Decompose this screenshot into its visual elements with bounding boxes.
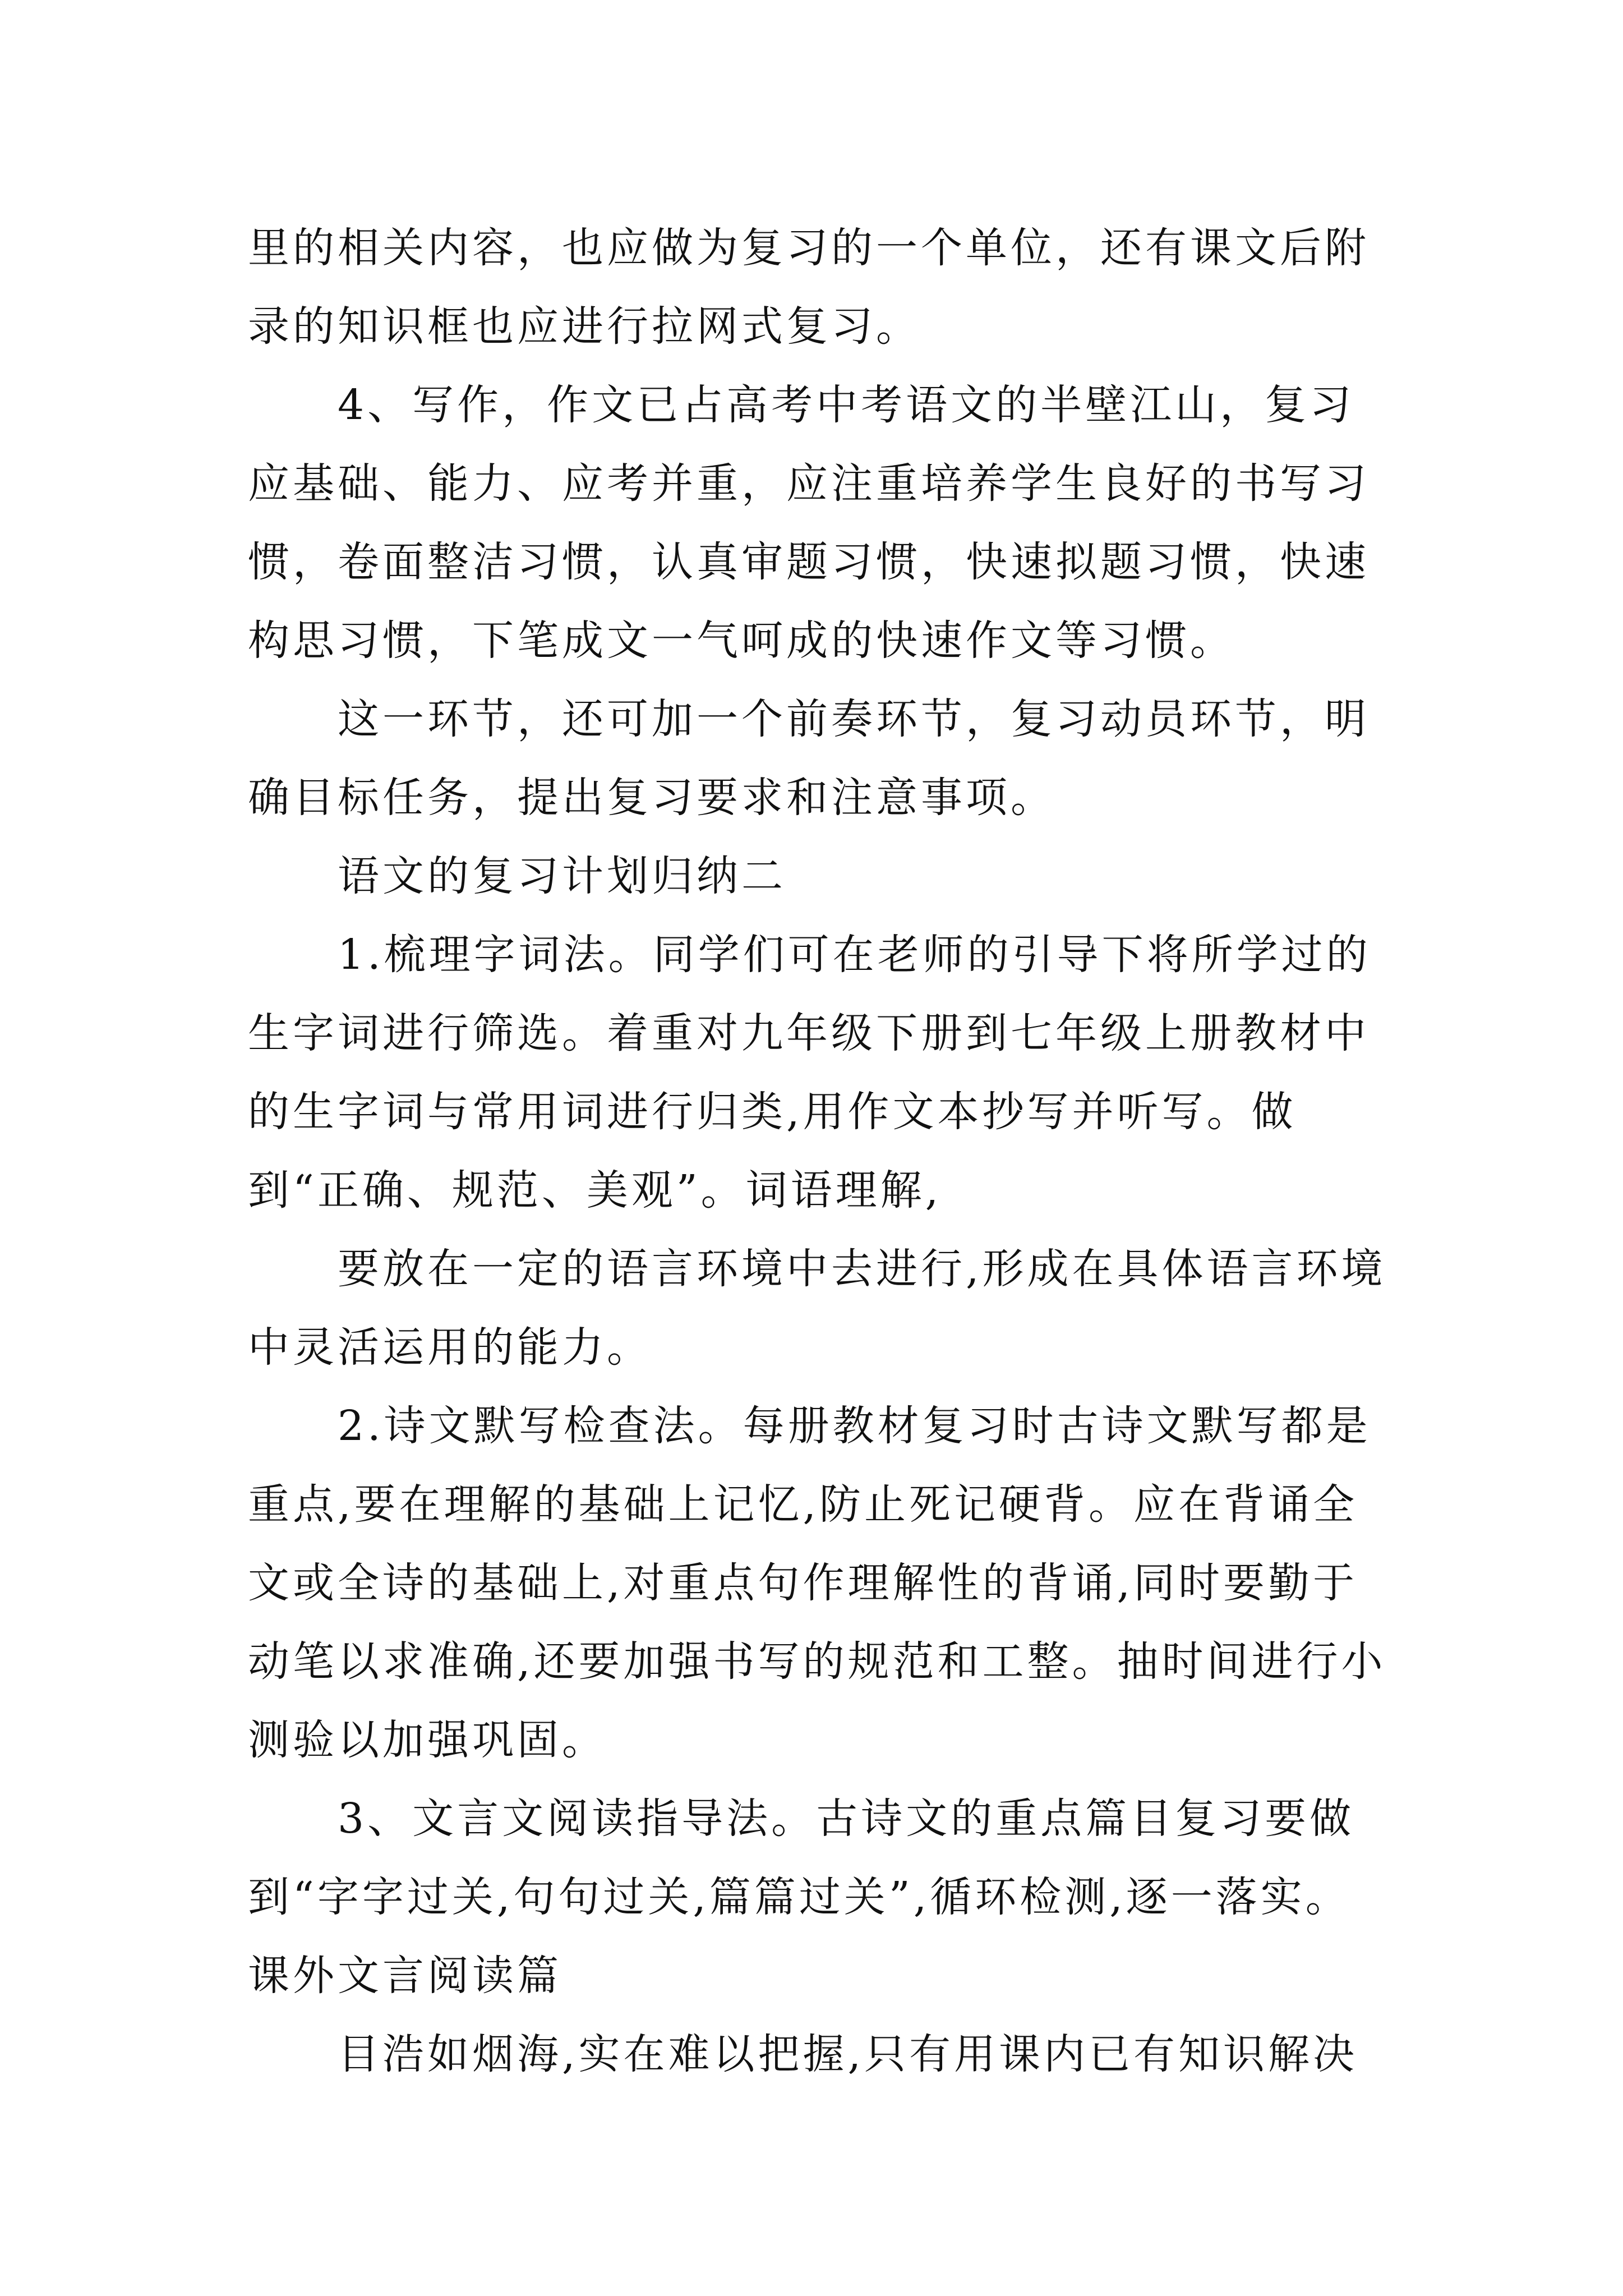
paragraph-poetry-dictation: 2.诗文默写检查法。每册教材复习时古诗文默写都是重点,要在理解的基础上记忆,防止死记硬背。应在背诵全文或全诗的基础上,对重点句作理解性的背诵,同时要勤于动笔以求准确,还要加强书写的规范和工整。抽时间进行小测验以加强巩固。: [248, 1402, 1386, 1764]
section-heading: 语文的复习计划归纳二: [338, 852, 786, 900]
paragraph-writing: 4、写作，作文已占高考中考语文的半壁江山，复习应基础、能力、应考并重，应注重培养学生良好的书写习惯，卷面整洁习惯，认真审题习惯，快速拟题习惯，快速构思习惯，下笔成文一气呵成的快速作文等习惯。: [248, 381, 1370, 665]
paragraph-classical-reading: 3、文言文阅读指导法。古诗文的重点篇目复习要做到“字字过关,句句过关,篇篇过关”,循环检测,逐一落实。课外文言阅读篇: [248, 1795, 1355, 2000]
paragraph-vocabulary-method: 1.梳理字词法。同学们可在老师的引导下将所学过的生字词进行筛选。着重对九年级下册到七年级上册教材中的生字词与常用词进行归类,用作文本抄写并听写。做到“正确、规范、美观”。词语理解,: [248, 931, 1371, 1214]
paragraph-continued-review-content: 里的相关内容，也应做为复习的一个单位，还有课文后附录的知识框也应进行拉网式复习。: [248, 224, 1370, 351]
document-body: [248, 209, 1392, 2093]
paragraph-extracurricular-reading: 目浩如烟海,实在难以把握,只有用课内已有知识解决: [338, 2030, 1358, 2078]
paragraph-language-context: 要放在一定的语言环境中去进行,形成在具体语言环境中灵活运用的能力。: [248, 1245, 1386, 1372]
paragraph-prelude-stage: 这一环节，还可加一个前奏环节，复习动员环节，明确目标任务，提出复习要求和注意事项。: [248, 695, 1370, 822]
